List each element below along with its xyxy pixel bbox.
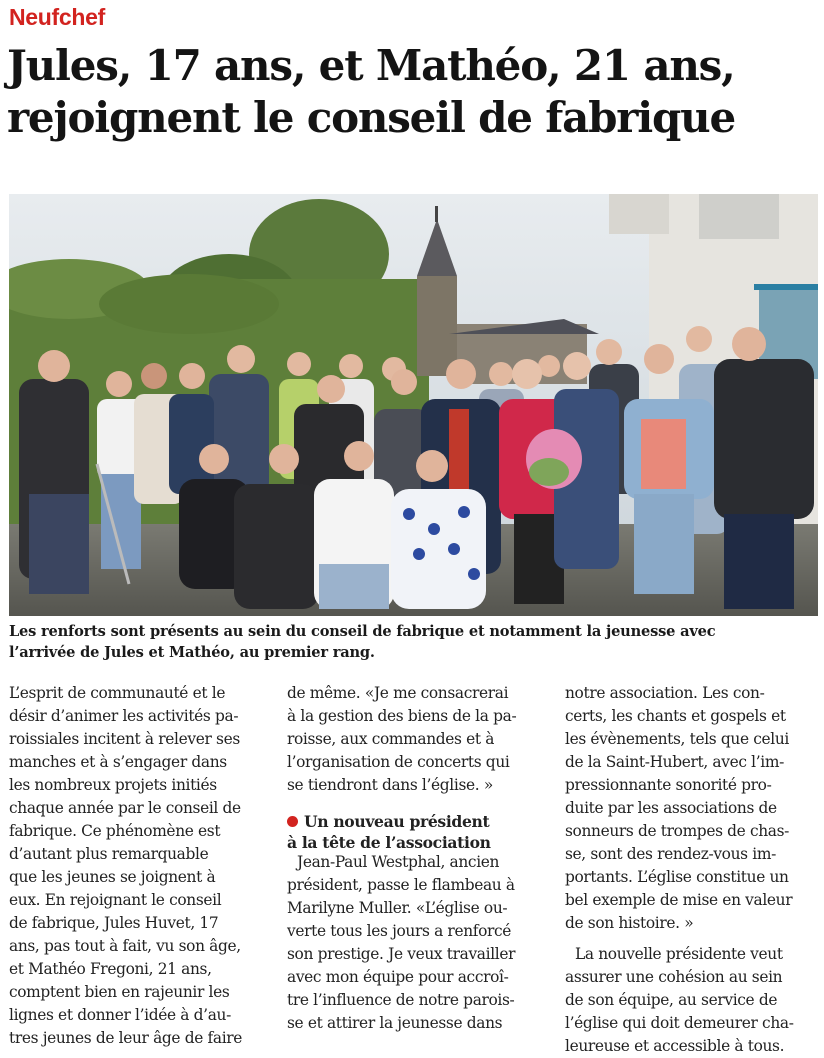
text-line: président, passe le flambeau à: [287, 876, 515, 894]
text-line: d’autant plus remarquable: [9, 845, 209, 863]
article-column-2: [287, 682, 549, 1035]
text-line: tre l’influence de notre parois-: [287, 991, 515, 1009]
text-line: tres jeunes de leur âge de faire: [9, 1029, 243, 1047]
section-kicker: Neufchef: [9, 4, 106, 30]
text-line: l’église qui doit demeurer cha-: [565, 1014, 794, 1032]
text-line: portants. L’église constitue un: [565, 868, 789, 886]
text-line: et Mathéo Fregoni, 21 ans,: [9, 960, 212, 978]
photo-caption: [9, 621, 819, 663]
text-line: ans, pas tout à fait, vu son âge,: [9, 937, 241, 955]
subhead-line-1: Un nouveau président: [287, 810, 549, 833]
text-line: l’organisation de concerts qui: [287, 753, 510, 771]
text-line: eux. En rejoignant le conseil: [9, 891, 222, 909]
group-photo: [9, 194, 818, 616]
text-line: les évènements, tels que celui: [565, 730, 789, 748]
text-line: de son équipe, au service de: [565, 991, 778, 1009]
text-line: certs, les chants et gospels et: [565, 707, 786, 725]
subhead-line-2: à la tête de l’association: [287, 833, 491, 852]
text-line: les nombreux projets initiés: [9, 776, 217, 794]
headline-line-1: Jules, 17 ans, et Mathéo, 21 ans,: [7, 41, 735, 90]
subhead: [287, 810, 549, 854]
text-line: de la Saint-Hubert, avec l’im-: [565, 753, 784, 771]
text-line: comptent bien en rajeunir les: [9, 983, 230, 1001]
text-line: son prestige. Je veux travailler: [287, 945, 516, 963]
text-line: Marilyne Muller. «L’église ou-: [287, 899, 508, 917]
headline-line-2: rejoignent le conseil de fabrique: [7, 93, 735, 142]
article-column-3: [565, 682, 821, 1058]
text-line: roisse, aux commandes et à: [287, 730, 495, 748]
text-line: de son histoire. »: [565, 914, 694, 932]
text-line: notre association. Les con-: [565, 684, 765, 702]
text-line: lignes et donner l’idée à d’au-: [9, 1006, 231, 1024]
article-column-1: [9, 682, 271, 1050]
text-line: de fabrique, Jules Huvet, 17: [9, 914, 219, 932]
text-line: pressionnante sonorité pro-: [565, 776, 772, 794]
caption-line-1: Les renforts sont présents au sein du conseil de fabrique et notamment la jeunesse avec: [9, 623, 716, 640]
text-line: bel exemple de mise en valeur: [565, 891, 793, 909]
text-line: Jean-Paul Westphal, ancien: [297, 853, 500, 871]
text-line: sonneurs de trompes de chas-: [565, 822, 790, 840]
text-line: verte tous les jours a renforcé: [287, 922, 512, 940]
text-line: assurer une cohésion au sein: [565, 968, 783, 986]
text-line: désir d’animer les activités pa-: [9, 707, 239, 725]
text-line: avec mon équipe pour accroî-: [287, 968, 509, 986]
text-line: duite par les associations de: [565, 799, 777, 817]
caption-line-2: l’arrivée de Jules et Mathéo, au premier rang.: [9, 644, 375, 661]
text-line: se tiendront dans l’église. »: [287, 776, 493, 794]
headline: [7, 40, 817, 144]
text-line: à la gestion des biens de la pa-: [287, 707, 517, 725]
text-line: leureuse et accessible à tous.: [565, 1037, 785, 1055]
group-photo-illustration: [9, 194, 818, 616]
text-line: roissiales incitent à relever ses: [9, 730, 240, 748]
text-line: La nouvelle présidente veut: [575, 945, 783, 963]
text-line: se et attirer la jeunesse dans: [287, 1014, 503, 1032]
text-line: L’esprit de communauté et le: [9, 684, 226, 702]
bullet-dot-icon: [287, 816, 298, 827]
text-line: fabrique. Ce phénomène est: [9, 822, 221, 840]
text-line: chaque année par le conseil de: [9, 799, 241, 817]
text-line: se, sont des rendez-vous im-: [565, 845, 776, 863]
text-line: de même. «Je me consacrerai: [287, 684, 509, 702]
text-line: que les jeunes se joignent à: [9, 868, 216, 886]
text-line: manches et à s’engager dans: [9, 753, 227, 771]
